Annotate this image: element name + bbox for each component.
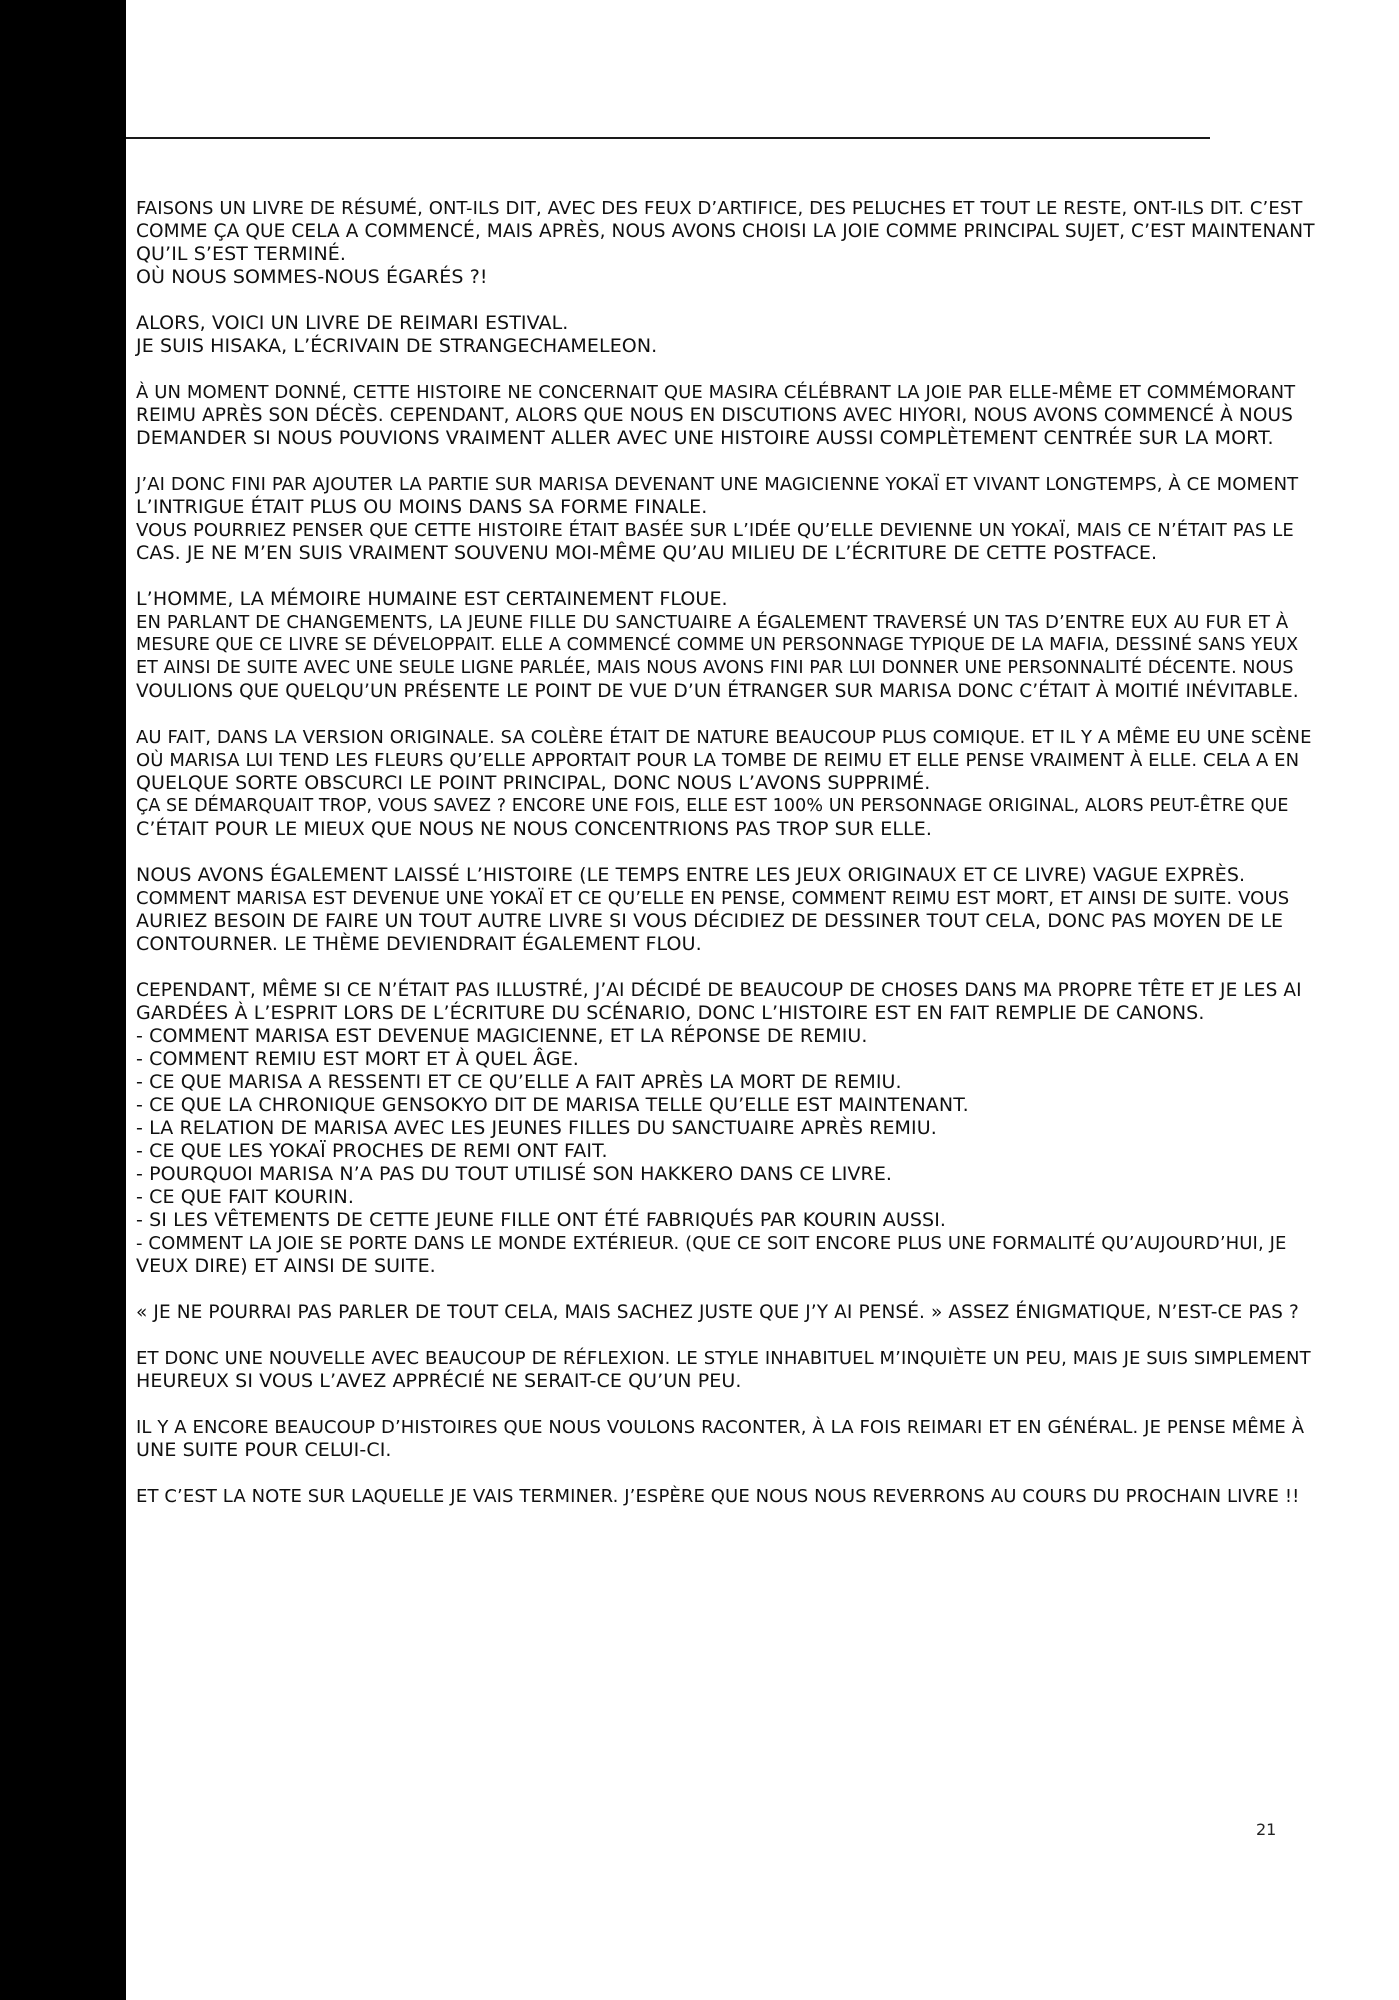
text-line: - COMMENT MARISA EST DEVENUE MAGICIENNE, ET LA RÉPONSE DE REMIU. xyxy=(136,1025,868,1047)
text-line: OÙ MARISA LUI TEND LES FLEURS QU’ELLE APPORTAIT POUR LA TOMBE DE REIMU ET ELLE PENSE VRAIMENT À ELLE. CELA A EN xyxy=(136,750,1300,771)
text-line: OÙ NOUS SOMMES-NOUS ÉGARÉS ?! xyxy=(136,266,488,288)
paragraph xyxy=(136,588,1316,703)
text-line: VEUX DIRE) ET AINSI DE SUITE. xyxy=(136,1255,436,1277)
text-line: EN PARLANT DE CHANGEMENTS, LA JEUNE FILLE DU SANCTUAIRE A ÉGALEMENT TRAVERSÉ UN TAS D’ENTRE EUX AU FUR ET À xyxy=(136,612,1289,633)
left-black-bar xyxy=(0,0,126,2000)
text-line: - POURQUOI MARISA N’A PAS DU TOUT UTILISÉ SON HAKKERO DANS CE LIVRE. xyxy=(136,1163,893,1185)
text-line: L’HOMME, LA MÉMOIRE HUMAINE EST CERTAINEMENT FLOUE. xyxy=(136,588,728,610)
text-line: IL Y A ENCORE BEAUCOUP D’HISTOIRES QUE NOUS VOULONS RACONTER, À LA FOIS REIMARI ET EN GÉNÉRAL. JE PENSE MÊME À xyxy=(136,1417,1305,1438)
text-line: MESURE QUE CE LIVRE SE DÉVELOPPAIT. ELLE A COMMENCÉ COMME UN PERSONNAGE TYPIQUE DE LA MAFIA, DESSINÉ SANS YEUX xyxy=(136,635,1299,655)
top-rule-line xyxy=(126,137,1210,139)
text-line: QUELQUE SORTE OBSCURCI LE POINT PRINCIPAL, DONC NOUS L’AVONS SUPPRIMÉ. xyxy=(136,772,931,794)
paragraph xyxy=(136,381,1316,450)
paragraph xyxy=(136,1301,1316,1324)
paragraph xyxy=(136,1416,1316,1462)
text-line: - CE QUE FAIT KOURIN. xyxy=(136,1186,354,1208)
text-line: L’INTRIGUE ÉTAIT PLUS OU MOINS DANS SA FORME FINALE. xyxy=(136,496,708,518)
text-line: CAS. JE NE M’EN SUIS VRAIMENT SOUVENU MOI-MÊME QU’AU MILIEU DE L’ÉCRITURE DE CETTE POSTFACE. xyxy=(136,542,1158,564)
text-line: À UN MOMENT DONNÉ, CETTE HISTOIRE NE CONCERNAIT QUE MASIRA CÉLÉBRANT LA JOIE PAR ELLE-MÊME ET COMMÉMORANT xyxy=(136,382,1296,403)
text-line: GARDÉES À L’ESPRIT LORS DE L’ÉCRITURE DU SCÉNARIO, DONC L’HISTOIRE EST EN FAIT REMPLIE DE CANONS. xyxy=(136,1002,1205,1024)
text-line: DEMANDER SI NOUS POUVIONS VRAIMENT ALLER AVEC UNE HISTOIRE AUSSI COMPLÈTEMENT CENTRÉE SUR LA MORT. xyxy=(136,427,1274,449)
text-line: « JE NE POURRAI PAS PARLER DE TOUT CELA, MAIS SACHEZ JUSTE QUE J’Y AI PENSÉ. » ASSEZ ÉNIGMATIQUE, N’EST-CE PAS ? xyxy=(136,1302,1299,1323)
text-line: - COMMENT REMIU EST MORT ET À QUEL ÂGE. xyxy=(136,1048,579,1070)
text-line: JE SUIS HISAKA, L’ÉCRIVAIN DE STRANGECHAMELEON. xyxy=(136,335,658,357)
text-line: ET C’EST LA NOTE SUR LAQUELLE JE VAIS TERMINER. J’ESPÈRE QUE NOUS NOUS REVERRONS AU COURS DU PROCHAIN LIVRE !! xyxy=(136,1486,1300,1507)
paragraph xyxy=(136,979,1316,1278)
text-line: - COMMENT LA JOIE SE PORTE DANS LE MONDE EXTÉRIEUR. (QUE CE SOIT ENCORE PLUS UNE FORMALITÉ QU’AUJOURD’HUI, JE xyxy=(136,1233,1287,1254)
paragraph xyxy=(136,312,1316,358)
text-line: AU FAIT, DANS LA VERSION ORIGINALE. SA COLÈRE ÉTAIT DE NATURE BEAUCOUP PLUS COMIQUE. ET IL Y A MÊME EU UNE SCÈNE xyxy=(136,727,1312,748)
paragraph xyxy=(136,197,1316,289)
text-line: AURIEZ BESOIN DE FAIRE UN TOUT AUTRE LIVRE SI VOUS DÉCIDIEZ DE DESSINER TOUT CELA, DONC PAS MOYEN DE LE xyxy=(136,910,1284,932)
text-line: CEPENDANT, MÊME SI CE N’ÉTAIT PAS ILLUSTRÉ, J’AI DÉCIDÉ DE BEAUCOUP DE CHOSES DANS MA PROPRE TÊTE ET JE LES AI xyxy=(136,980,1302,1001)
text-line: C’ÉTAIT POUR LE MIEUX QUE NOUS NE NOUS CONCENTRIONS PAS TROP SUR ELLE. xyxy=(136,818,932,840)
paragraph xyxy=(136,1485,1316,1508)
text-line: - LA RELATION DE MARISA AVEC LES JEUNES FILLES DU SANCTUAIRE APRÈS REMIU. xyxy=(136,1117,937,1139)
text-line: REIMU APRÈS SON DÉCÈS. CEPENDANT, ALORS QUE NOUS EN DISCUTIONS AVEC HIYORI, NOUS AVONS COMMENCÉ À NOUS xyxy=(136,405,1294,426)
paragraph xyxy=(136,1347,1316,1393)
text-line: HEUREUX SI VOUS L’AVEZ APPRÉCIÉ NE SERAIT-CE QU’UN PEU. xyxy=(136,1370,742,1392)
text-line: J’AI DONC FINI PAR AJOUTER LA PARTIE SUR MARISA DEVENANT UNE MAGICIENNE YOKAÏ ET VIVANT LONGTEMPS, À CE MOMENT xyxy=(136,474,1299,495)
page-number: 21 xyxy=(1256,1820,1277,1839)
text-line: - CE QUE LES YOKAÏ PROCHES DE REMI ONT FAIT. xyxy=(136,1140,608,1162)
afterword-text xyxy=(136,197,1316,1531)
text-line: COMMENT MARISA EST DEVENUE UNE YOKAÏ ET CE QU’ELLE EN PENSE, COMMENT REIMU EST MORT, ET AINSI DE SUITE. VOUS xyxy=(136,888,1290,909)
text-line: UNE SUITE POUR CELUI-CI. xyxy=(136,1439,392,1461)
text-line: ET DONC UNE NOUVELLE AVEC BEAUCOUP DE RÉFLEXION. LE STYLE INHABITUEL M’INQUIÈTE UN PEU, MAIS JE SUIS SIMPLEMENT xyxy=(136,1348,1311,1369)
text-line: - SI LES VÊTEMENTS DE CETTE JEUNE FILLE ONT ÉTÉ FABRIQUÉS PAR KOURIN AUSSI. xyxy=(136,1209,947,1231)
text-line: VOULIONS QUE QUELQU’UN PRÉSENTE LE POINT DE VUE D’UN ÉTRANGER SUR MARISA DONC C’ÉTAIT À MOITIÉ INÉVITABLE. xyxy=(136,681,1299,702)
text-line: ET AINSI DE SUITE AVEC UNE SEULE LIGNE PARLÉE, MAIS NOUS AVONS FINI PAR LUI DONNER UNE PERSONNALITÉ DÉCENTE. NOUS xyxy=(136,658,1294,678)
text-line: FAISONS UN LIVRE DE RÉSUMÉ, ONT-ILS DIT, AVEC DES FEUX D’ARTIFICE, DES PELUCHES ET TOUT LE RESTE, ONT-ILS DIT. C’EST xyxy=(136,198,1303,219)
text-line: ÇA SE DÉMARQUAIT TROP, VOUS SAVEZ ? ENCORE UNE FOIS, ELLE EST 100% UN PERSONNAGE ORIGINAL, ALORS PEUT-ÊTRE QUE xyxy=(136,796,1289,816)
text-line: - CE QUE LA CHRONIQUE GENSOKYO DIT DE MARISA TELLE QU’ELLE EST MAINTENANT. xyxy=(136,1094,969,1116)
text-line: - CE QUE MARISA A RESSENTI ET CE QU’ELLE A FAIT APRÈS LA MORT DE REMIU. xyxy=(136,1071,902,1093)
text-line: QU’IL S’EST TERMINÉ. xyxy=(136,243,347,265)
text-line: COMME ÇA QUE CELA A COMMENCÉ, MAIS APRÈS, NOUS AVONS CHOISI LA JOIE COMME PRINCIPAL SUJET, C’EST MAINTENANT xyxy=(136,221,1315,242)
text-line: VOUS POURRIEZ PENSER QUE CETTE HISTOIRE ÉTAIT BASÉE SUR L’IDÉE QU’ELLE DEVIENNE UN YOKAÏ, MAIS CE N’ÉTAIT PAS LE xyxy=(136,520,1294,541)
text-line: ALORS, VOICI UN LIVRE DE REIMARI ESTIVAL. xyxy=(136,312,569,334)
paragraph xyxy=(136,726,1316,841)
paragraph xyxy=(136,473,1316,565)
text-line: NOUS AVONS ÉGALEMENT LAISSÉ L’HISTOIRE (LE TEMPS ENTRE LES JEUX ORIGINAUX ET CE LIVRE) VAGUE EXPRÈS. xyxy=(136,864,1246,886)
text-line: CONTOURNER. LE THÈME DEVIENDRAIT ÉGALEMENT FLOU. xyxy=(136,933,702,955)
paragraph xyxy=(136,864,1316,956)
